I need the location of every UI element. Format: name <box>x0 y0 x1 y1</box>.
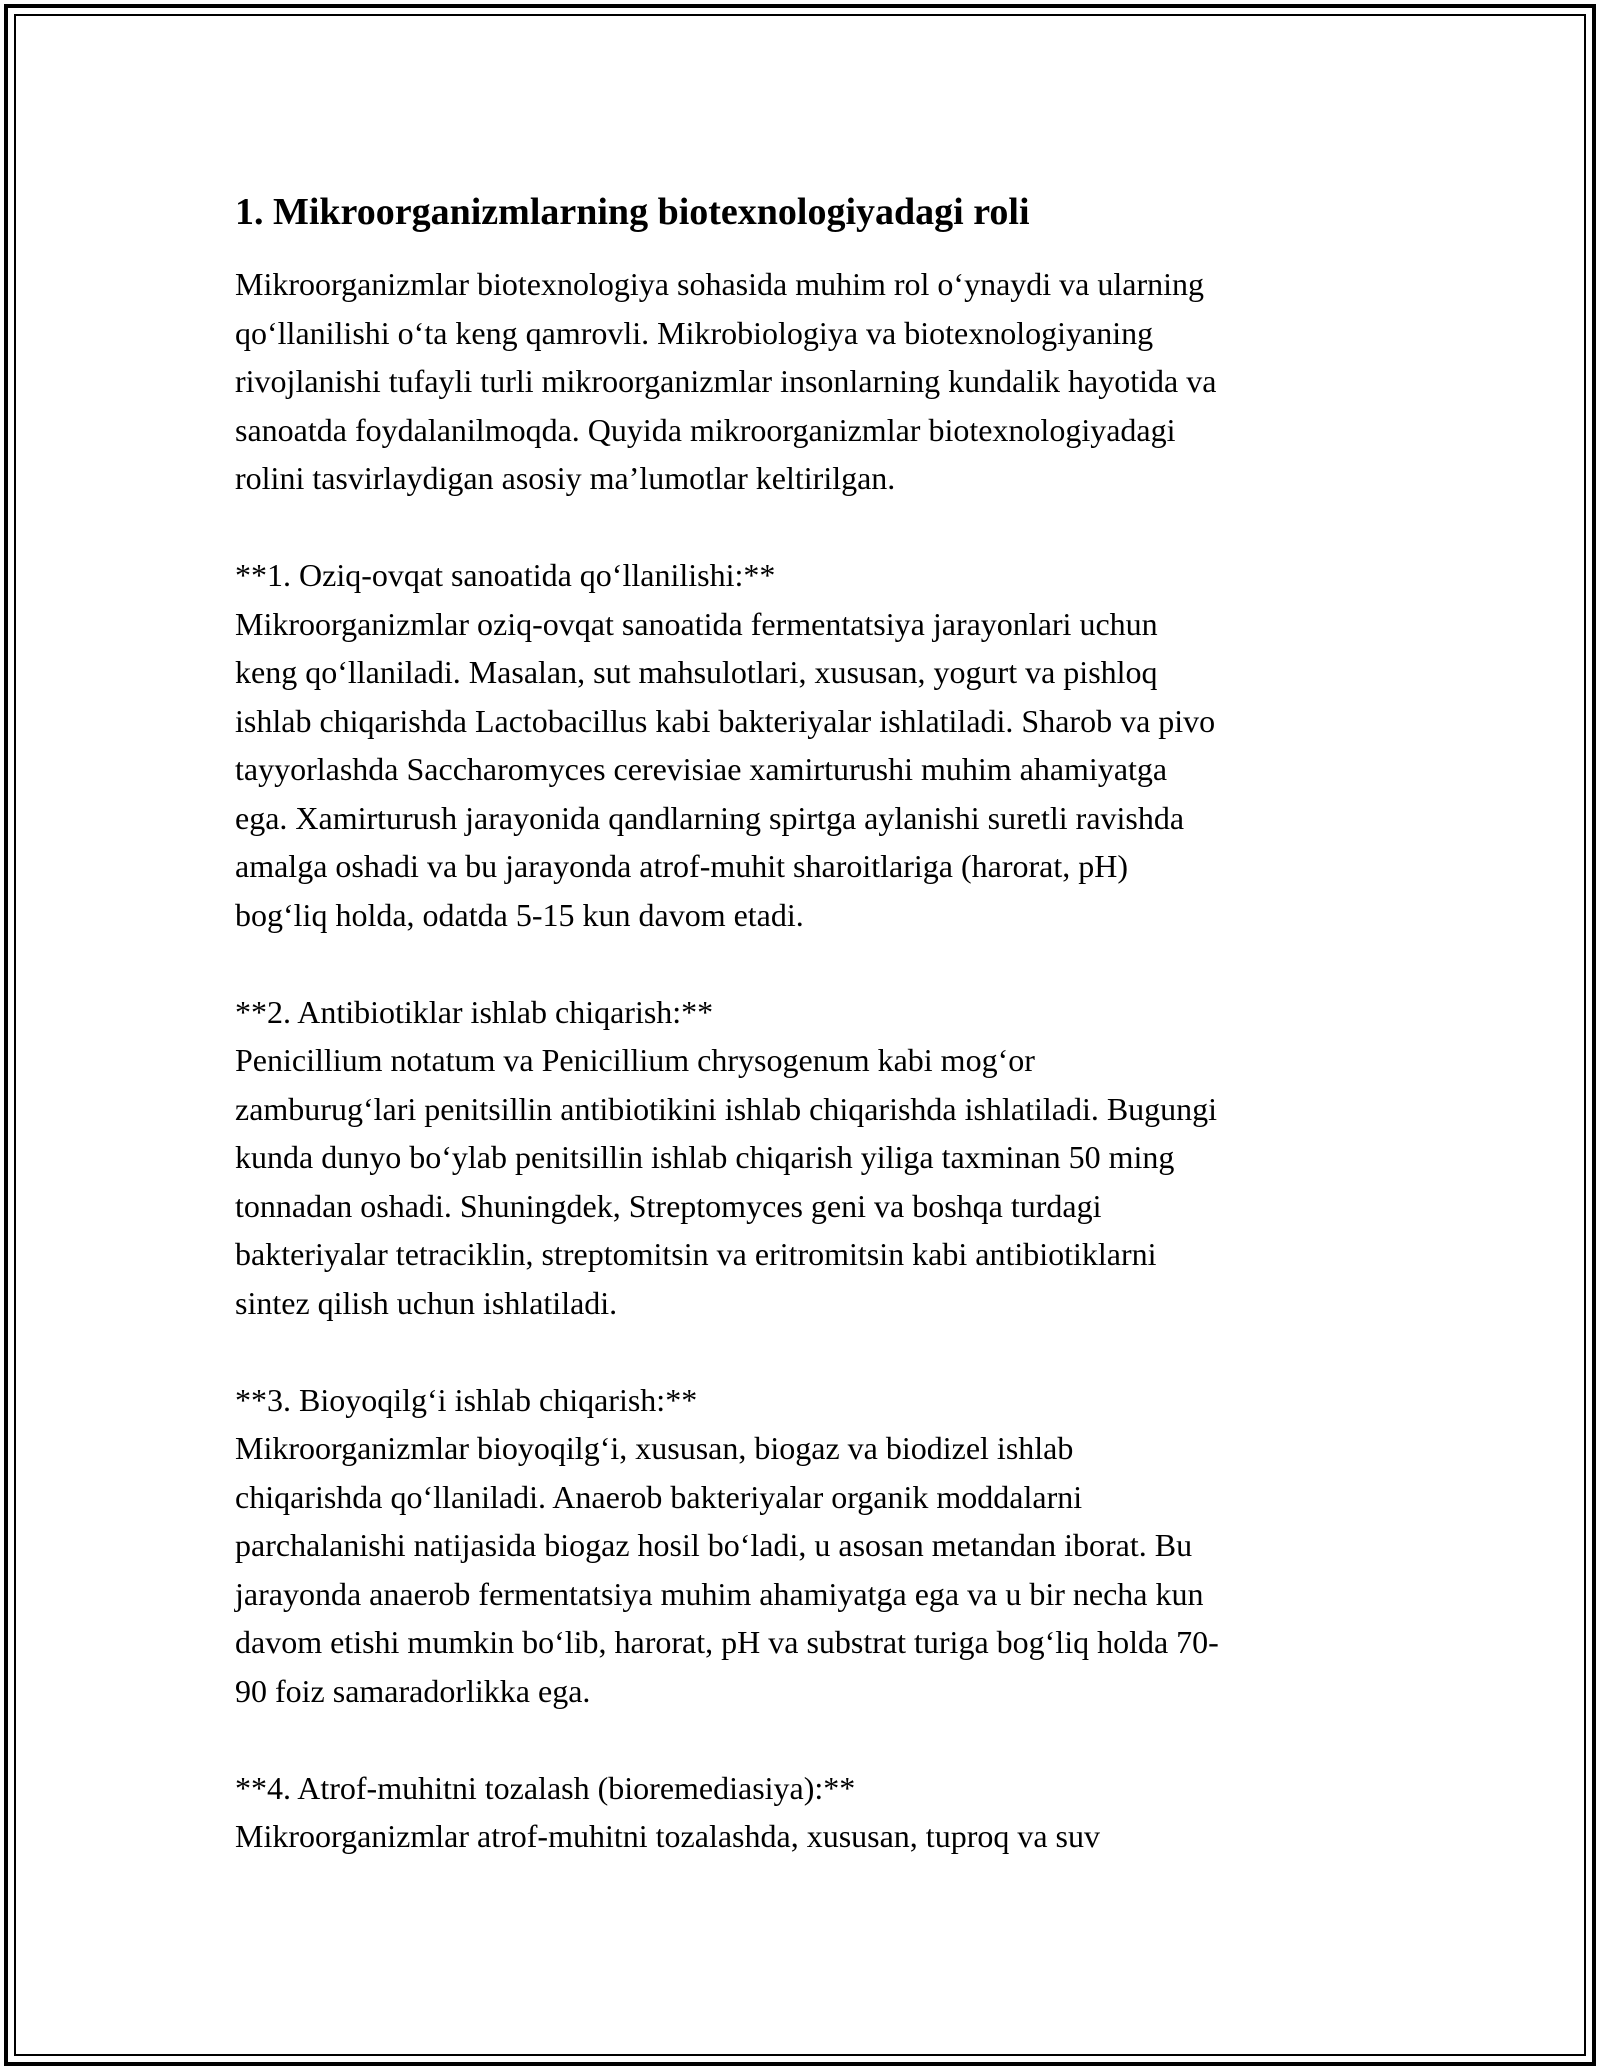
paragraph-line: ega. Xamirturush jarayonida qandlarning spirtga aylanishi suretli ravishda <box>235 799 1185 836</box>
paragraph-line: Penicillium notatum va Penicillium chrysogenum kabi mog‘or <box>235 1042 1035 1078</box>
paragraph-line: parchalanishi natijasida biogaz hosil bo‘ladi, u asosan metandan iborat. Bu <box>235 1527 1193 1563</box>
paragraph-line: kunda dunyo bo‘ylab penitsillin ishlab chiqarish yiliga taxminan 50 ming <box>235 1139 1175 1175</box>
paragraph-line: qo‘llanilishi o‘ta keng qamrovli. Mikrobiologiya va biotexnologiyaning <box>235 314 1154 351</box>
paragraph-line: jarayonda anaerob fermentatsiya muhim ahamiyatga ega va u bir necha kun <box>235 1575 1204 1612</box>
intro-paragraph <box>235 260 1370 503</box>
paragraph-line: rolini tasvirlaydigan asosiy ma’lumotlar keltirilgan. <box>235 460 896 496</box>
paragraph-line: Mikroorganizmlar oziq-ovqat sanoatida fermentatsiya jarayonlari uchun <box>235 605 1158 642</box>
paragraph-line: zamburug‘lari penitsillin antibiotikini ishlab chiqarishda ishlatiladi. Bugungi <box>235 1090 1218 1127</box>
paragraph-line: 90 foiz samaradorlikka ega. <box>235 1672 591 1709</box>
paragraph-line: davom etishi mumkin bo‘lib, harorat, pH va substrat turiga bog‘liq holda 70- <box>235 1624 1219 1660</box>
paragraph-line: bakteriyalar tetraciklin, streptomitsin va eritromitsin kabi antibiotiklarni <box>235 1236 1157 1272</box>
section-bioremediation <box>235 1764 1370 1861</box>
paragraph-line: rivojlanishi tufayli turli mikroorganizmlar insonlarning kundalik hayotida va <box>235 363 1217 399</box>
section-food-industry <box>235 551 1370 939</box>
paragraph-line: amalga oshadi va bu jarayonda atrof-muhit sharoitlariga (harorat, pH) <box>235 848 1128 884</box>
section-heading: **2. Antibiotiklar ishlab chiqarish:** <box>235 993 714 1030</box>
paragraph-line: tayyorlashda Saccharomyces cerevisiae xamirturushi muhim ahamiyatga <box>235 751 1168 787</box>
section-heading: **4. Atrof-muhitni tozalash (bioremediasiya):** <box>235 1769 856 1806</box>
section-antibiotics <box>235 988 1370 1328</box>
section-biofuel <box>235 1376 1370 1716</box>
paragraph-line: bog‘liq holda, odatda 5-15 kun davom etadi. <box>235 896 804 933</box>
paragraph-line: sanoatda foydalanilmoqda. Quyida mikroorganizmlar biotexnologiyadagi <box>235 411 1176 448</box>
section-heading: **1. Oziq-ovqat sanoatida qo‘llanilishi:** <box>235 557 776 593</box>
paragraph-line: tonnadan oshadi. Shuningdek, Streptomyces geni va boshqa turdagi <box>235 1187 1102 1224</box>
paragraph-line: Mikroorganizmlar atrof-muhitni tozalashda, xususan, tuproq va suv <box>235 1818 1100 1854</box>
document-body <box>235 186 1370 1861</box>
paragraph-line: keng qo‘llaniladi. Masalan, sut mahsulotlari, xususan, yogurt va pishloq <box>235 654 1158 690</box>
paragraph-line: sintez qilish uchun ishlatiladi. <box>235 1284 618 1321</box>
paragraph-line: Mikroorganizmlar bioyoqilg‘i, xususan, biogaz va biodizel ishlab <box>235 1430 1074 1466</box>
section-heading: **3. Bioyoqilg‘i ishlab chiqarish:** <box>235 1381 698 1418</box>
paragraph-line: chiqarishda qo‘llaniladi. Anaerob bakteriyalar organik moddalarni <box>235 1478 1083 1515</box>
paragraph-line: ishlab chiqarishda Lactobacillus kabi bakteriyalar ishlatiladi. Sharob va pivo <box>235 702 1216 739</box>
document-title: 1. Mikroorganizmlarning biotexnologiyadagi roli <box>235 191 1030 233</box>
paragraph-line: Mikroorganizmlar biotexnologiya sohasida muhim rol o‘ynaydi va ularning <box>235 266 1204 302</box>
